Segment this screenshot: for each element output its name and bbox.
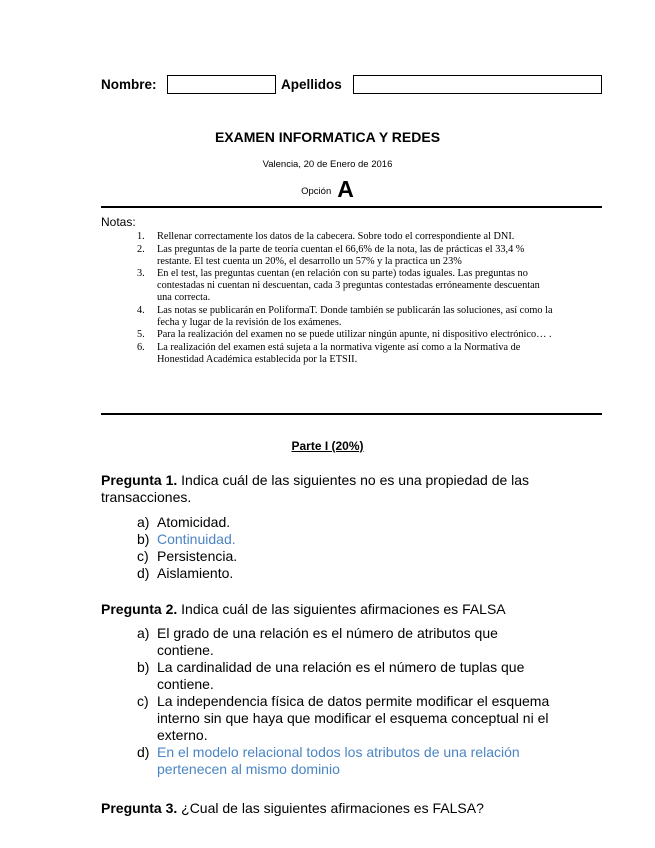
- apellidos-label: Apellidos: [281, 77, 342, 92]
- answer-letter: b): [137, 659, 150, 675]
- notes-list: [137, 231, 557, 367]
- question-3: [101, 800, 561, 817]
- note-number: 3.: [137, 268, 145, 280]
- note-item: [137, 329, 557, 341]
- note-number: 1.: [137, 231, 145, 242]
- answer-option[interactable]: [137, 744, 557, 778]
- note-text: Las preguntas de la parte de teoría cuentan el 66,6% de la nota, las de prácticas el 33,4 % restante. El test cuenta un 20%, el desarrollo un 57% y la practica un 23%: [157, 243, 525, 267]
- question-2-answers: [137, 625, 557, 778]
- question-text: Indica cuál de las siguientes afirmaciones es FALSA: [177, 601, 506, 617]
- note-text: La realización del examen está sujeta a la normativa vigente así como a la Normativa de Honestidad Académica establecida por la ETSII.: [157, 342, 521, 365]
- note-item: [137, 231, 557, 243]
- answer-option[interactable]: [137, 548, 557, 565]
- option-label: Opción: [301, 186, 332, 197]
- answer-letter: d): [137, 744, 150, 760]
- note-number: 6.: [137, 342, 145, 354]
- note-text: Rellenar correctamente los datos de la cabecera. Sobre todo el correspondiente al DNI.: [157, 231, 515, 242]
- question-1: [101, 472, 561, 506]
- question-text: ¿Cual de las siguientes afirmaciones es FALSA?: [177, 800, 484, 816]
- answer-text: Atomicidad.: [157, 514, 231, 530]
- nombre-field[interactable]: [167, 75, 276, 94]
- answer-text: Aislamiento.: [157, 565, 234, 581]
- note-number: 5.: [137, 329, 145, 341]
- answer-letter: b): [137, 531, 150, 547]
- answer-option[interactable]: [137, 625, 557, 659]
- note-item: [137, 268, 557, 303]
- question-label: Pregunta 1.: [101, 472, 178, 488]
- answer-option[interactable]: [137, 565, 557, 582]
- question-2: [101, 601, 561, 618]
- section-title: Parte I (20%): [291, 439, 364, 453]
- answer-text: Persistencia.: [157, 548, 238, 564]
- answer-letter: d): [137, 565, 150, 581]
- note-text: Para la realización del examen no se puede utilizar ningún apunte, ni dispositivo electrónico… .: [157, 329, 552, 341]
- notes-label: Notas:: [101, 215, 136, 229]
- question-label: Pregunta 2.: [101, 601, 178, 617]
- note-text: Las notas se publicarán en PoliformaT. Donde también se publicarán las soluciones, así como la fecha y lugar de la revisión de los exámenes.: [157, 304, 553, 328]
- nombre-label: Nombre:: [101, 77, 157, 92]
- note-item: [137, 244, 557, 268]
- answer-letter: c): [137, 548, 149, 564]
- answer-text: El grado de una relación es el número de atributos que contiene.: [157, 625, 498, 658]
- bottom-divider: [101, 413, 602, 415]
- note-item: [137, 342, 557, 366]
- question-text: Indica cuál de las siguientes no es una propiedad de las transacciones.: [101, 472, 530, 505]
- answer-text: En el modelo relacional todos los atributos de una relación pertenecen al mismo dominio: [157, 744, 520, 777]
- exam-option: [0, 176, 655, 203]
- question-label: Pregunta 3.: [101, 800, 178, 816]
- note-number: 4.: [137, 304, 145, 316]
- note-text: En el test, las preguntas cuentan (en relación con su parte) todas iguales. Las preguntas no contestadas ni cuentan ni descuentan, cada 3 preguntas contestadas erróneamente descuentan una correcta.: [157, 268, 540, 303]
- answer-option[interactable]: [137, 693, 557, 744]
- answer-letter: c): [137, 693, 149, 709]
- answer-text: La cardinalidad de una relación es el número de tuplas que contiene.: [157, 659, 525, 692]
- note-number: 2.: [137, 243, 145, 255]
- answer-text: Continuidad.: [157, 531, 236, 547]
- answer-option[interactable]: [137, 531, 557, 548]
- exam-date: Valencia, 20 de Enero de 2016: [262, 159, 393, 170]
- answer-text: La independencia física de datos permite modificar el esquema interno sin que haya que modificar el esquema conceptual ni el externo.: [157, 693, 550, 743]
- answer-option[interactable]: [137, 514, 557, 531]
- apellidos-field[interactable]: [353, 75, 602, 94]
- option-letter: A: [337, 176, 354, 202]
- answer-letter: a): [137, 514, 150, 530]
- exam-title: EXAMEN INFORMATICA Y REDES: [214, 129, 441, 145]
- note-item: [137, 305, 557, 329]
- answer-option[interactable]: [137, 659, 557, 693]
- question-1-answers: [137, 514, 557, 582]
- answer-letter: a): [137, 625, 150, 641]
- top-divider: [101, 206, 602, 208]
